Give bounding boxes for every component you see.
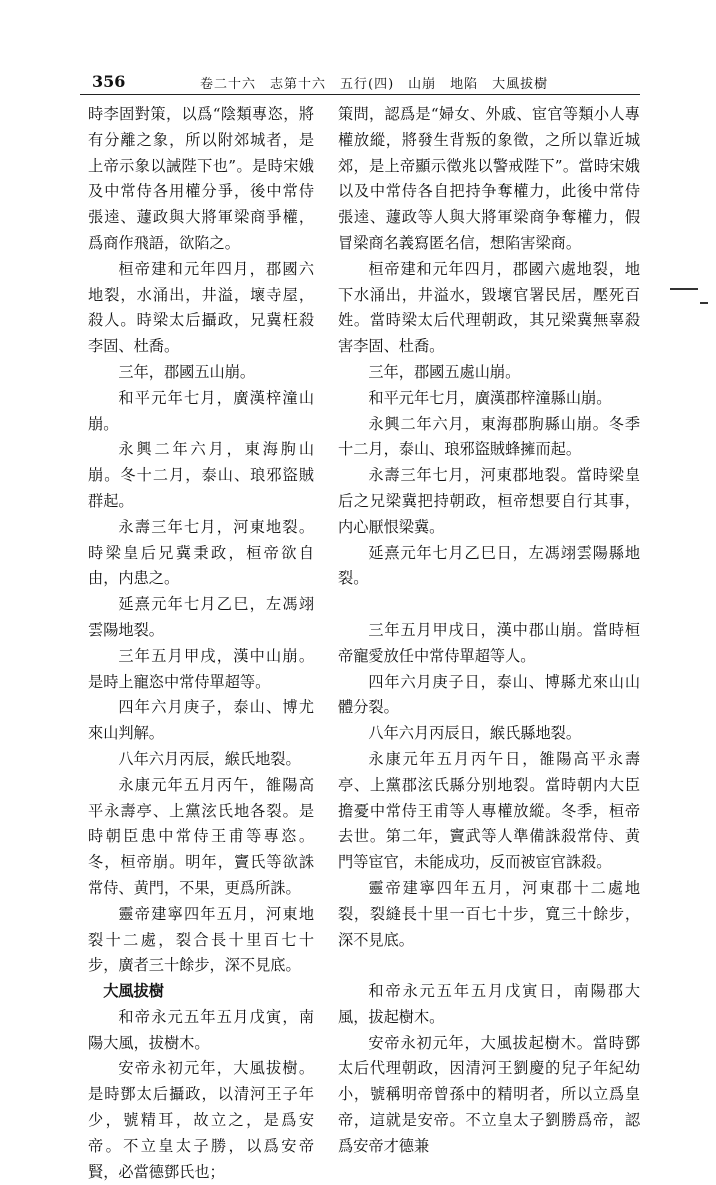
right-para-5: 永壽三年七月，河東郡地裂。當時梁皇后之兄梁冀把持朝政，桓帝想要自行其事，内心厭恨梁冀。	[338, 466, 640, 536]
spacer	[338, 953, 640, 979]
right-para-3: 和平元年七月，廣漢郡梓潼縣山崩。	[368, 388, 612, 407]
right-para-9: 八年六月丙辰日，緱氏縣地裂。	[368, 724, 582, 743]
right-para-7: 三年五月甲戌日，漢中郡山崩。當時桓帝寵愛放任中常侍單超等人。	[338, 620, 640, 665]
margin-mark	[700, 302, 708, 304]
left-para-9: 八年六月丙辰，緱氏地裂。	[118, 749, 301, 768]
right-para-0: 策問，認爲是“婦女、外戚、宦官等類小人專權放縱，將發生背叛的象徵，之所以靠近城郊，是上帝顯示徵兆以警戒陛下”。當時宋娥以及中常侍各自把持争奪權力，此後中常侍張逵、蘧政等人與大將軍梁商争奪權力，假冒梁商名義寫匿名信，想陷害梁商。	[338, 105, 640, 252]
left-para-4: 永興二年六月，東海朐山崩。冬十二月，泰山、琅邪盜賊群起。	[88, 440, 314, 510]
left-para-12: 和帝永元五年五月戊寅，南陽大風，拔樹木。	[88, 1007, 314, 1052]
left-para-11: 靈帝建寧四年五月，河東地裂十二處，裂合長十里百七十步，廣者三十餘步，深不見底。	[88, 904, 314, 975]
right-para-12: 和帝永元五年五月戊寅日，南陽郡大風，拔起樹木。	[338, 982, 640, 1026]
margin-mark	[670, 288, 698, 290]
page-number: 356	[92, 72, 126, 91]
right-para-8: 四年六月庚子日，泰山、博縣尤來山山體分裂。	[338, 672, 640, 717]
right-para-13: 安帝永初元年，大風拔起樹木。當時鄧太后代理朝政，因清河王劉慶的兒子年紀幼小，號稱明帝曾孫中的精明者，所以立爲皇帝，這就是安帝。不立皇太子劉勝爲帝，認爲安帝才德兼	[338, 1033, 640, 1155]
header-rule	[80, 94, 640, 95]
left-para-3: 和平元年七月，廣漢梓潼山崩。	[88, 388, 314, 433]
right-para-11: 靈帝建寧四年五月，河東郡十二處地裂，裂縫長十里一百七十步，寬三十餘步，深不見底。	[338, 878, 640, 949]
left-para-7: 三年五月甲戌，漢中山崩。是時上寵恣中常侍單超等。	[88, 646, 314, 691]
left-para-6: 延熹元年七月乙巳，左馮翊雲陽地裂。	[88, 595, 314, 639]
spacer	[338, 592, 640, 618]
section-heading: 大風拔樹	[103, 982, 164, 1001]
left-para-1: 桓帝建和元年四月，郡國六地裂，水涌出，井溢，壞寺屋，殺人。時梁太后攝政，兄冀枉殺李固、杜喬。	[88, 259, 314, 356]
left-para-5: 永壽三年七月，河東地裂。時梁皇后兄冀秉政，桓帝欲自由，内患之。	[88, 517, 314, 588]
left-para-0: 時李固對策，以爲“陰類專恣，將有分離之象，所以附郊城者，是上帝示象以誡陛下也”。是時宋娥及中常侍各用權分爭，後中常侍張逵、蘧政與大將軍梁商爭權，爲商作飛語，欲陷之。	[88, 105, 314, 252]
left-para-10: 永康元年五月丙午，雒陽高平永壽亭、上黨泫氏地各裂。是時朝臣患中常侍王甫等專恣。冬，桓帝崩。明年，竇氏等欲誅常侍、黄門，不果，更爲所誅。	[88, 775, 314, 897]
left-para-2: 三年，郡國五山崩。	[118, 362, 256, 381]
right-para-10: 永康元年五月丙午日，雒陽高平永壽亭、上黨郡泫氏縣分别地裂。當時朝内大臣擔憂中常侍王甫等人專權放縱。冬季，桓帝去世。第二年，竇武等人準備誅殺常侍、黄門等宦官，未能成功，反而被宦官誅殺。	[338, 749, 640, 872]
left-column	[88, 102, 314, 1185]
right-column	[338, 102, 640, 1160]
right-para-1: 桓帝建和元年四月，郡國六處地裂，地下水涌出，井溢水，毀壞官署民居，壓死百姓。當時梁太后代理朝政，其兄梁冀無辜殺害李固、杜喬。	[338, 259, 640, 356]
right-para-6: 延熹元年七月乙巳日，左馮翊雲陽縣地裂。	[338, 543, 640, 588]
running-head: 卷二十六 志第十六 五行(四) 山崩 地陷 大風拔樹	[200, 77, 549, 92]
left-para-8: 四年六月庚子，泰山、博尤來山判解。	[88, 698, 314, 743]
left-para-13: 安帝永初元年，大風拔樹。是時鄧太后攝政，以清河王子年少，號精耳，故立之，是爲安帝。不立皇太子勝，以爲安帝賢，必當德鄧氏也；	[88, 1059, 314, 1181]
right-para-2: 三年，郡國五處山崩。	[368, 362, 521, 381]
right-para-4: 永興二年六月，東海郡朐縣山崩。冬季十二月，泰山、琅邪盜賊蜂擁而起。	[338, 414, 640, 459]
